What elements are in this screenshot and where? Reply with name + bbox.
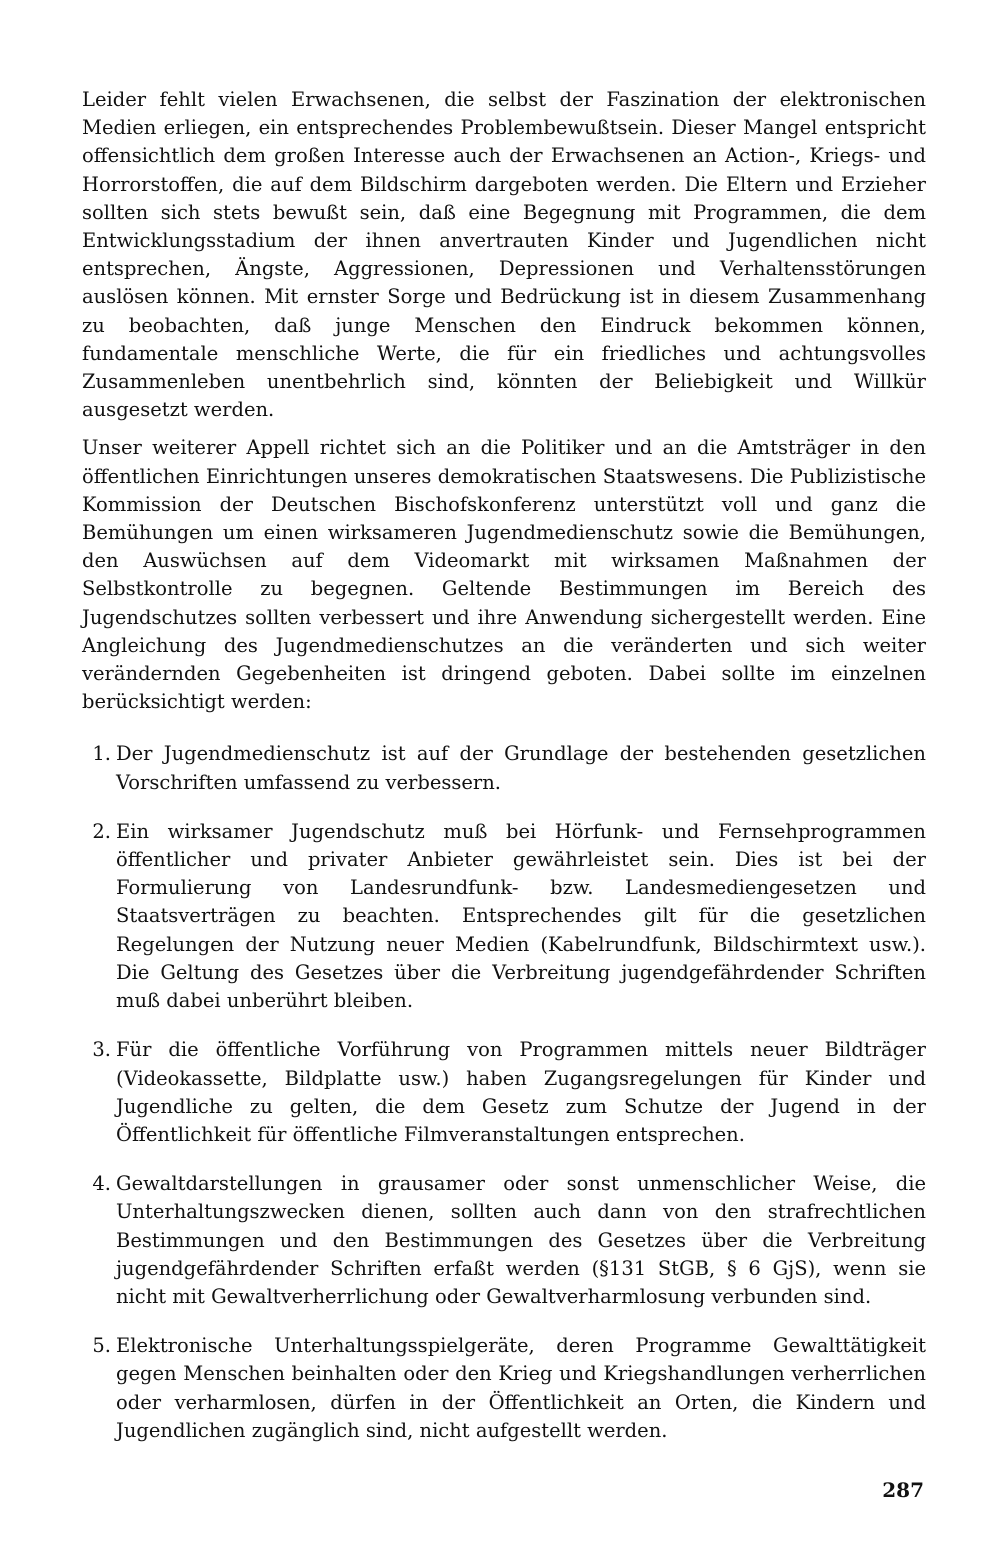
list-item-number: 2. bbox=[92, 819, 111, 843]
list-item-text: Der Jugendmedienschutz ist auf der Grundlage der bestehenden gesetzlichen Vorschriften umfassend zu verbessern. bbox=[116, 742, 926, 794]
numbered-list bbox=[82, 740, 926, 1444]
list-item-number: 5. bbox=[92, 1334, 111, 1358]
list-item-5 bbox=[82, 1332, 926, 1445]
body-paragraph-1: Leider fehlt vielen Erwachsenen, die selbst der Faszination der elektronischen Medien erliegen, ein entsprechendes Problembewußtsein. Dieser Mangel entspricht offensichtlich dem großen Interesse auch der Erwachsenen an Action-, Kriegs- und Horrorstoffen, die auf dem Bildschirm dargeboten werden. Die Eltern und Erzieher sollten sich stets bewußt sein, daß eine Begegnung mit Programmen, die dem Entwicklungsstadium der ihnen anvertrauten Kinder und Jugendlichen nicht entsprechen, Ängste, Aggressionen, Depressionen und Verhaltensstörungen auslösen können. Mit ernster Sorge und Bedrückung ist in diesem Zusammenhang zu beobachten, daß junge Menschen den Eindruck bekommen können, fundamentale menschliche Werte, die für ein friedliches und achtungsvolles Zusammenleben unentbehrlich sind, könnten der Beliebigkeit und Willkür ausgesetzt werden. bbox=[82, 88, 926, 422]
list-item-number: 4. bbox=[92, 1172, 111, 1196]
list-item-text: Gewaltdarstellungen in grausamer oder sonst unmenschlicher Weise, die Unterhaltungszwecken dienen, sollten auch dann von den strafrechtlichen Bestimmungen und den Bestimmungen des Gesetzes über die Verbreitung jugendgefährdender Schriften erfaßt werden (§131 StGB, § 6 GjS), wenn sie nicht mit Gewaltverherrlichung oder Gewaltverharmlosung verbunden sind. bbox=[116, 1172, 926, 1308]
list-item-4 bbox=[82, 1170, 926, 1311]
body-paragraph-2: Unser weiterer Appell richtet sich an die Politiker und an die Amtsträger in den öffentlichen Einrichtungen unseres demokratischen Staatswesens. Die Publizistische Kommission der Deutschen Bischofskonferenz unterstützt voll und ganz die Bemühungen um einen wirksameren Jugendmedienschutz sowie die Bemühungen, den Auswüchsen auf dem Videomarkt mit wirksamen Maßnahmen der Selbstkontrolle zu begegnen. Geltende Bestimmungen im Bereich des Jugendschutzes sollten verbessert und ihre Anwendung sichergestellt werden. Eine Angleichung des Jugendmedienschutzes an die veränderten und sich weiter verändernden Gegebenheiten ist dringend geboten. Dabei sollte im einzelnen berücksichtigt werden: bbox=[82, 436, 926, 714]
list-item-2 bbox=[82, 818, 926, 1015]
list-item-text: Für die öffentliche Vorführung von Programmen mittels neuer Bildträger (Videokassette, Bildplatte usw.) haben Zugangsregelungen für Kinder und Jugendliche zu gelten, die dem Gesetz zum Schutze der Jugend in der Öffentlichkeit für öffentliche Filmveranstaltungen entsprechen. bbox=[116, 1038, 926, 1146]
list-item-1 bbox=[82, 740, 926, 796]
list-item-3 bbox=[82, 1036, 926, 1149]
list-item-text: Elektronische Unterhaltungsspielgeräte, deren Programme Gewalttätigkeit gegen Menschen beinhalten oder den Krieg und Kriegshandlungen verherrlichen oder verharmlosen, dürfen in der Öffentlichkeit an Orten, die Kindern und Jugendlichen zugänglich sind, nicht aufgestellt werden. bbox=[116, 1334, 926, 1442]
list-item-text: Ein wirksamer Jugendschutz muß bei Hörfunk- und Fernsehprogrammen öffentlicher und privater Anbieter gewährleistet sein. Dies ist bei der Formulierung von Landesrundfunk- bzw. Landesmediengesetzen und Staatsverträgen zu beachten. Entsprechendes gilt für die gesetzlichen Regelungen der Nutzung neuer Medien (Kabelrundfunk, Bildschirmtext usw.). Die Geltung des Gesetzes über die Verbreitung jugendgefährdender Schriften muß dabei unberührt bleiben. bbox=[116, 819, 926, 1013]
document-page bbox=[82, 86, 926, 1466]
list-item-number: 3. bbox=[92, 1038, 111, 1062]
page-number: 287 bbox=[882, 1478, 924, 1502]
list-item-number: 1. bbox=[92, 742, 111, 766]
